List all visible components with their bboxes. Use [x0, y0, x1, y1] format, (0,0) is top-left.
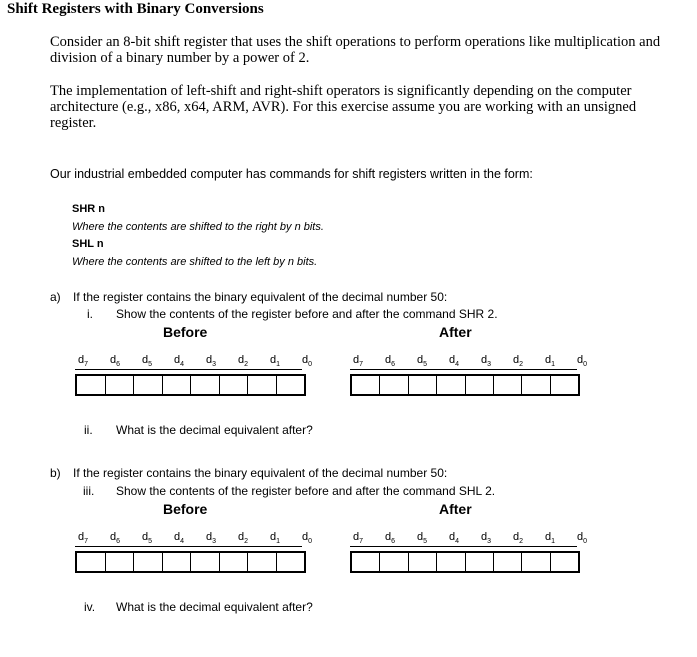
part-b-sub2-text: What is the decimal equivalent after? [116, 600, 313, 614]
bit-label-d2: $d_2$ [512, 531, 524, 546]
bit-label-d6: $d_6$ [109, 354, 121, 369]
intro-paragraph-2: The implementation of left-shift and right-shift operators is significantly depending on the computer architecture (e.g., x86, x64, ARM, AVR). For this exercise assume you are working with an unsigned register. [50, 83, 637, 131]
part-a-after-heading: After [439, 324, 472, 340]
part-b-before-underline [75, 546, 302, 547]
register-cell-d6[interactable] [106, 376, 135, 394]
register-cell-d2[interactable] [494, 553, 522, 571]
bit-label-d4: $d_4$ [448, 354, 460, 369]
bit-label-d5: $d_5$ [141, 354, 153, 369]
command-shl-name: SHL n [72, 238, 104, 250]
bit-label-d3: $d_3$ [480, 354, 492, 369]
part-b-after-underline [350, 546, 577, 547]
part-a-question: If the register contains the binary equivalent of the decimal number 50: [73, 290, 448, 304]
part-b-before-register [75, 551, 306, 573]
register-cell-d0[interactable] [551, 553, 578, 571]
register-cell-d5[interactable] [409, 553, 437, 571]
bit-label-d7: $d_7$ [352, 354, 364, 369]
bit-label-d5: $d_5$ [141, 531, 153, 546]
document-title: Shift Registers with Binary Conversions [7, 1, 264, 17]
register-cell-d2[interactable] [494, 376, 522, 394]
register-cell-d4[interactable] [437, 553, 465, 571]
register-cell-d6[interactable] [380, 376, 408, 394]
register-cell-d5[interactable] [134, 553, 163, 571]
bit-label-d4: $d_4$ [173, 354, 185, 369]
bit-label-d4: $d_4$ [448, 531, 460, 546]
part-b-before-heading: Before [163, 501, 208, 517]
register-cell-d2[interactable] [220, 376, 249, 394]
bit-label-d5: $d_5$ [416, 531, 428, 546]
register-cell-d7[interactable] [352, 553, 380, 571]
bit-label-d1: $d_1$ [269, 354, 281, 369]
bit-label-d7: $d_7$ [77, 531, 89, 546]
bit-label-d1: $d_1$ [269, 531, 281, 546]
part-a-before-underline [75, 369, 302, 370]
bit-label-d3: $d_3$ [205, 354, 217, 369]
part-b-before-bit-labels [67, 531, 323, 545]
register-cell-d0[interactable] [277, 376, 305, 394]
bit-label-d1: $d_1$ [544, 531, 556, 546]
register-cell-d1[interactable] [248, 376, 277, 394]
part-a-after-bit-labels [342, 354, 598, 368]
part-a-sub2-label: ii. [84, 423, 93, 437]
register-cell-d4[interactable] [163, 376, 192, 394]
part-b-after-bit-labels [342, 531, 598, 545]
intro-paragraph-1: Consider an 8-bit shift register that uses the shift operations to perform operations like multiplication and division of a binary number by a power of 2. [50, 34, 661, 66]
register-cell-d1[interactable] [522, 376, 550, 394]
command-shr-description: Where the contents are shifted to the right by n bits. [72, 221, 324, 233]
part-b-label: b) [50, 466, 61, 480]
bit-label-d7: $d_7$ [352, 531, 364, 546]
part-a-sub2-text: What is the decimal equivalent after? [116, 423, 313, 437]
part-b-after-register [350, 551, 580, 573]
part-b-after-heading: After [439, 501, 472, 517]
part-b-sub2-label: iv. [84, 600, 96, 614]
commands-intro: Our industrial embedded computer has commands for shift registers written in the form: [50, 167, 533, 181]
bit-label-d0: $d_0$ [576, 354, 588, 369]
register-cell-d0[interactable] [551, 376, 578, 394]
register-cell-d7[interactable] [352, 376, 380, 394]
part-a-before-register [75, 374, 306, 396]
register-cell-d2[interactable] [220, 553, 249, 571]
bit-label-d3: $d_3$ [205, 531, 217, 546]
bit-label-d0: $d_0$ [576, 531, 588, 546]
command-shr-name: SHR n [72, 203, 105, 215]
register-cell-d3[interactable] [466, 553, 494, 571]
register-cell-d1[interactable] [248, 553, 277, 571]
bit-label-d4: $d_4$ [173, 531, 185, 546]
part-b-sub1-text: Show the contents of the register before and after the command SHL 2. [116, 484, 496, 498]
register-cell-d3[interactable] [466, 376, 494, 394]
bit-label-d6: $d_6$ [384, 354, 396, 369]
register-cell-d5[interactable] [409, 376, 437, 394]
bit-label-d1: $d_1$ [544, 354, 556, 369]
register-cell-d3[interactable] [191, 376, 220, 394]
bit-label-d5: $d_5$ [416, 354, 428, 369]
bit-label-d0: $d_0$ [301, 531, 313, 546]
command-shl-description: Where the contents are shifted to the left by n bits. [72, 256, 318, 268]
part-a-after-underline [350, 369, 577, 370]
register-cell-d5[interactable] [134, 376, 163, 394]
register-cell-d3[interactable] [191, 553, 220, 571]
register-cell-d4[interactable] [163, 553, 192, 571]
bit-label-d6: $d_6$ [109, 531, 121, 546]
part-a-sub1-text: Show the contents of the register before and after the command SHR 2. [116, 307, 498, 321]
register-cell-d6[interactable] [380, 553, 408, 571]
register-cell-d6[interactable] [106, 553, 135, 571]
register-cell-d7[interactable] [77, 553, 106, 571]
register-cell-d7[interactable] [77, 376, 106, 394]
bit-label-d2: $d_2$ [237, 354, 249, 369]
bit-label-d0: $d_0$ [301, 354, 313, 369]
bit-label-d2: $d_2$ [237, 531, 249, 546]
register-cell-d4[interactable] [437, 376, 465, 394]
part-b-sub1-label: iii. [83, 484, 95, 498]
bit-label-d3: $d_3$ [480, 531, 492, 546]
bit-label-d2: $d_2$ [512, 354, 524, 369]
part-a-sub1-label: i. [87, 307, 93, 321]
part-a-before-bit-labels [67, 354, 323, 368]
part-a-after-register [350, 374, 580, 396]
part-a-label: a) [50, 290, 61, 304]
bit-label-d6: $d_6$ [384, 531, 396, 546]
bit-label-d7: $d_7$ [77, 354, 89, 369]
part-b-question: If the register contains the binary equivalent of the decimal number 50: [73, 466, 448, 480]
register-cell-d0[interactable] [277, 553, 305, 571]
register-cell-d1[interactable] [522, 553, 550, 571]
part-a-before-heading: Before [163, 324, 208, 340]
